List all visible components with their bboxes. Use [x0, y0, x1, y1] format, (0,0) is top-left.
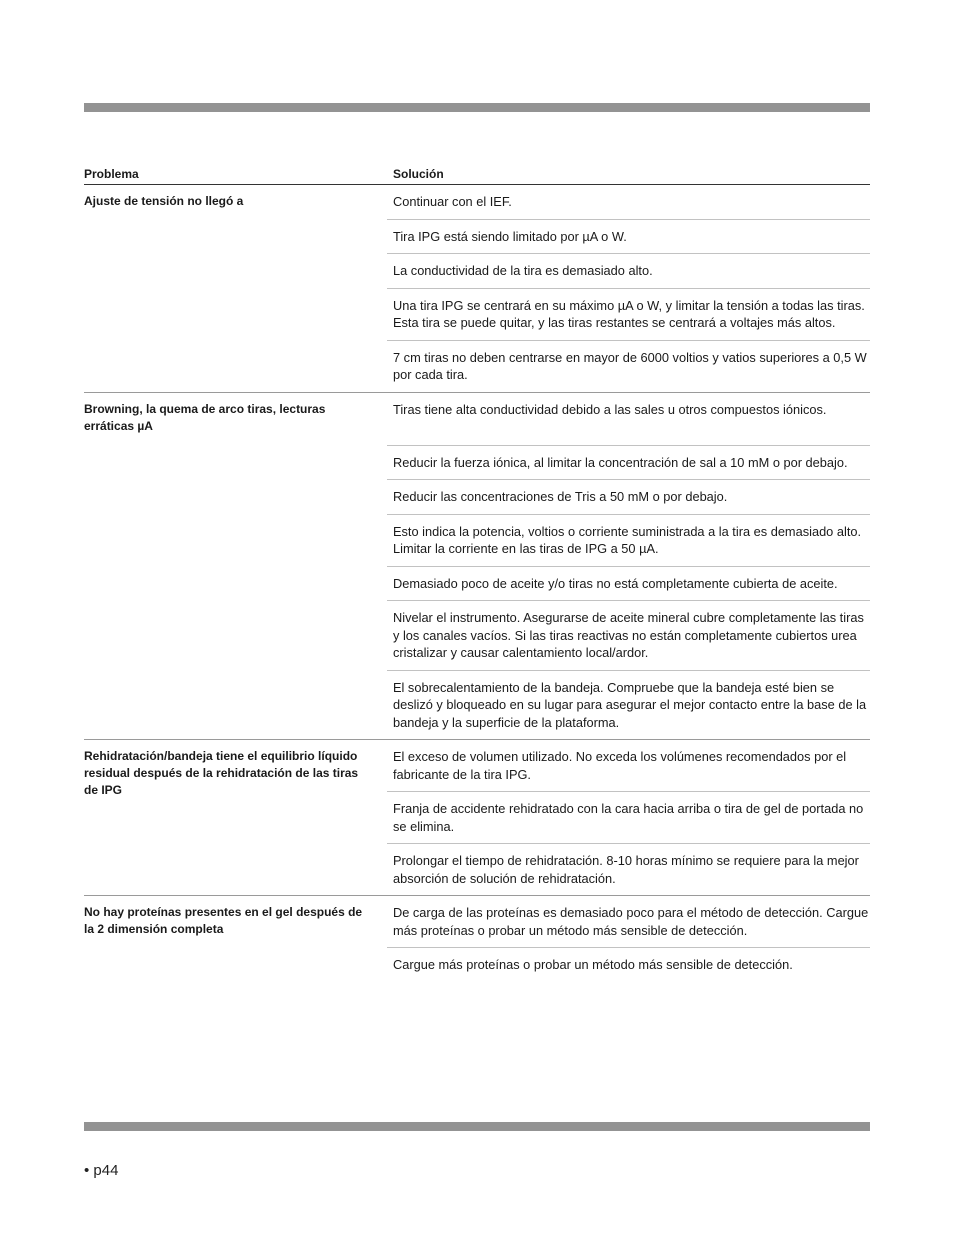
problem-cell: Browning, la quema de arco tiras, lecturas erráticas µA: [84, 401, 326, 433]
solution-cell: Tiras tiene alta conductividad debido a las sales u otros compuestos iónicos.: [393, 401, 827, 417]
solution-cell: Tira IPG está siendo limitado por µA o W.: [387, 219, 870, 254]
top-divider-bar: [84, 103, 870, 112]
table-row-group: [84, 739, 870, 895]
problem-cell: Rehidratación/bandeja tiene el equilibrio líquido residual después de la rehidratación de las tiras de IPG: [84, 749, 359, 797]
table-row-group: [84, 895, 870, 982]
problem-column-header: Problema: [84, 167, 139, 181]
solution-cell: Reducir las concentraciones de Tris a 50 mM o por debajo.: [387, 479, 870, 514]
solution-cell: La conductividad de la tira es demasiado alto.: [387, 253, 870, 288]
solution-cell: Continuar con el IEF.: [393, 194, 512, 209]
solution-column-header: Solución: [393, 167, 444, 181]
table-row-group: [84, 392, 870, 740]
solution-cell: Franja de accidente rehidratado con la cara hacia arriba o tira de gel de portada no se elimina.: [387, 791, 870, 843]
solution-cell: Una tira IPG se centrará en su máximo µA o W, y limitar la tensión a todas las tiras. Esta tira se puede quitar, y las tiras restantes se centrará a voltajes más altos.: [387, 288, 870, 340]
solution-cell: Nivelar el instrumento. Asegurarse de aceite mineral cubre completamente las tiras y los canales vacíos. Si las tiras reactivas no están completamente cubiertos urea cristalizar y causar calentamiento local/ardor.: [387, 600, 870, 670]
table-row-group: [84, 185, 870, 392]
troubleshooting-table: [84, 166, 870, 982]
solution-cell: El exceso de volumen utilizado. No exceda los volúmenes recomendados por el fabricante de la tira IPG.: [393, 749, 847, 782]
solution-cell: Cargue más proteínas o probar un método más sensible de detección.: [387, 947, 870, 982]
solution-cell: Reducir la fuerza iónica, al limitar la concentración de sal a 10 mM o por debajo.: [387, 445, 870, 480]
solution-cell: Esto indica la potencia, voltios o corriente suministrada a la tira es demasiado alto. Limitar la corriente en las tiras de IPG a 50 µA.: [387, 514, 870, 566]
solution-cell: 7 cm tiras no deben centrarse en mayor de 6000 voltios y vatios superiores a 0,5 W por cada tira.: [387, 340, 870, 392]
page-number: • p44: [84, 1162, 119, 1179]
table-header: [84, 166, 870, 185]
problem-cell: No hay proteínas presentes en el gel después de la 2 dimensión completa: [84, 905, 363, 936]
solution-cell: De carga de las proteínas es demasiado poco para el método de detección. Cargue más proteínas o probar un método más sensible de detección.: [393, 905, 869, 938]
solution-cell: Prolongar el tiempo de rehidratación. 8-10 horas mínimo se requiere para la mejor absorción de solución de rehidratación.: [387, 843, 870, 895]
solution-cell: El sobrecalentamiento de la bandeja. Compruebe que la bandeja esté bien se deslizó y bloqueado en su lugar para asegurar el mejor contacto entre la base de la bandeja y la superficie de la plataforma.: [387, 670, 870, 740]
bottom-divider-bar: [84, 1122, 870, 1131]
solution-cell: Demasiado poco de aceite y/o tiras no está completamente cubierta de aceite.: [387, 566, 870, 601]
problem-cell: Ajuste de tensión no llegó a: [84, 194, 244, 208]
